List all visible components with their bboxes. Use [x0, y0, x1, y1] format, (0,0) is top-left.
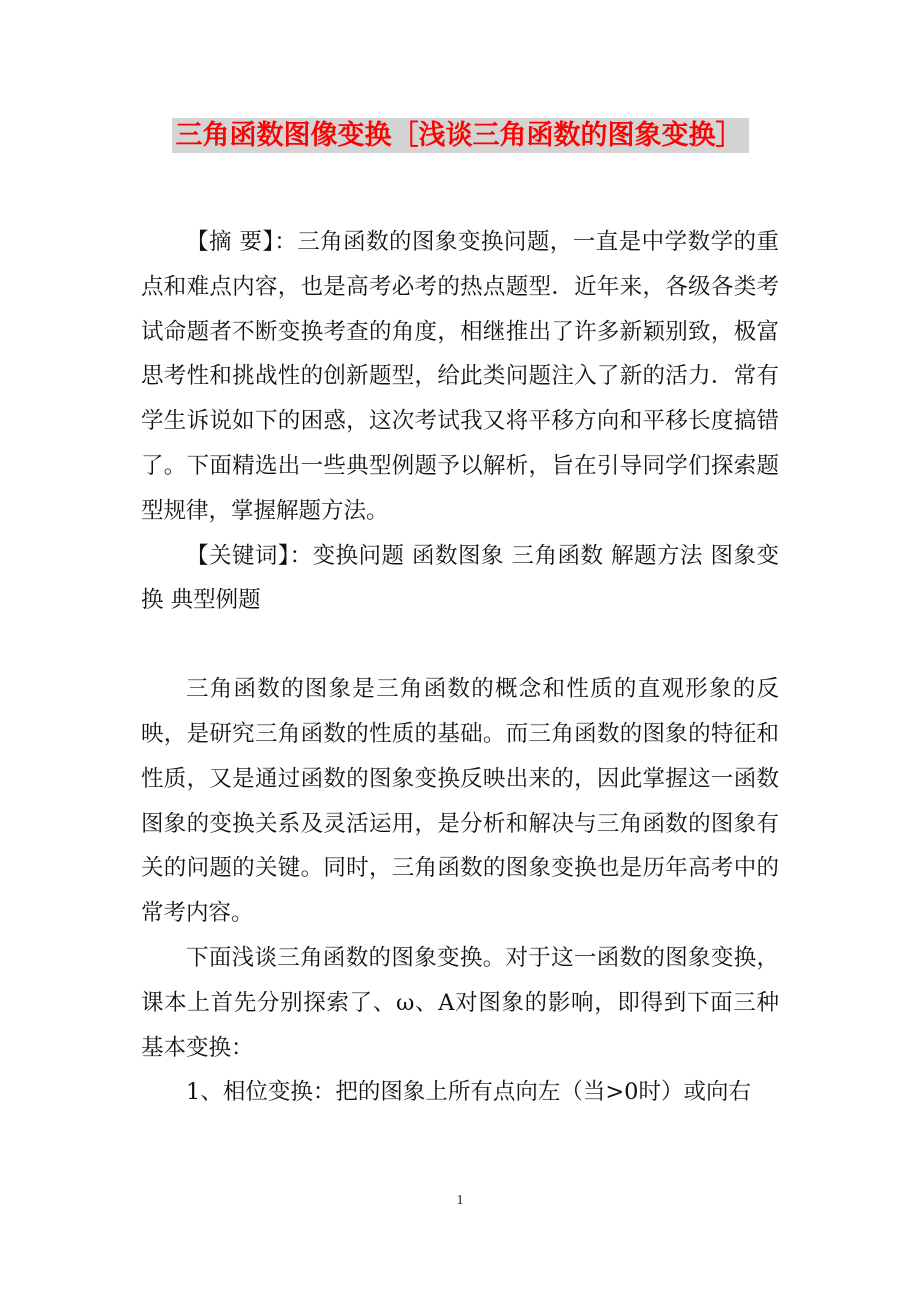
- document-body: [141, 220, 779, 1115]
- body-paragraph: 1、相位变换：把的图象上所有点向左（当>0时）或向右: [186, 1079, 751, 1106]
- title-container: [0, 118, 920, 153]
- body-paragraph: 三角函数的图象是三角函数的概念和性质的直观形象的反映，是研究三角函数的性质的基础。而三角函数的图象的特征和性质，又是通过函数的图象变换反映出来的，因此掌握这一函数图象的变换关系及灵活运用，是分析和解决与三角函数的图象有关的问题的关键。同时，三角函数的图象变换也是历年高考中的常考内容。: [141, 676, 779, 927]
- body-paragraph: 下面浅谈三角函数的图象变换。对于这一函数的图象变换，课本上首先分别探索了、ω、A对图象的影响，即得到下面三种基本变换：: [141, 944, 779, 1061]
- keywords-paragraph: 【关键词】：变换问题 函数图象 三角函数 解题方法 图象变换 典型例题: [141, 542, 779, 614]
- document-title: 三角函数图像变换［浅谈三角函数的图象变换］: [172, 118, 749, 153]
- abstract-paragraph: 【摘 要】：三角函数的图象变换问题，一直是中学数学的重点和难点内容，也是高考必考的热点题型．近年来，各级各类考试命题者不断变换考查的角度，相继推出了许多新颖别致，极富思考性和挑战性的创新题型，给此类问题注入了新的活力．常有学生诉说如下的困惑，这次考试我又将平移方向和平移长度搞错了。下面精选出一些典型例题予以解析，旨在引导同学们探索题型规律，掌握解题方法。: [141, 229, 779, 524]
- page-number: 1: [456, 1193, 464, 1208]
